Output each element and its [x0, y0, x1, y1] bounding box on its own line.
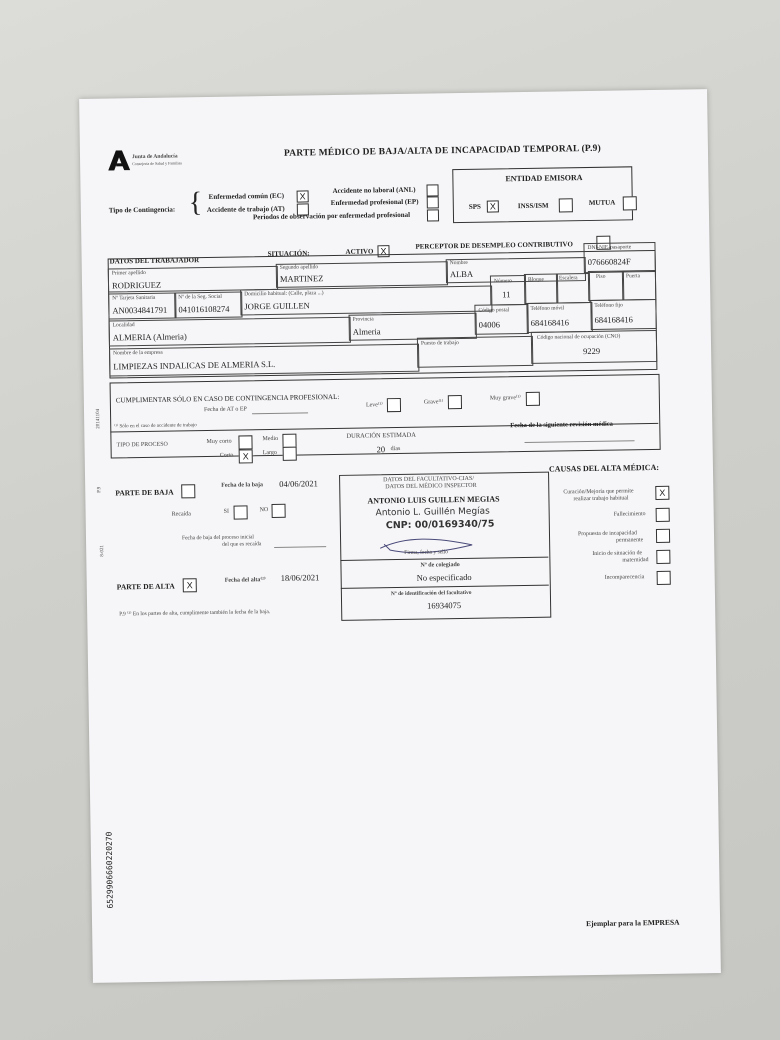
segundo-apellido-label: Segundo apellido [279, 264, 319, 271]
parte-baja-label: PARTE DE BAJA [115, 487, 174, 498]
domicilio-label: Domicilio habitual: (Calle, plaza ...) [244, 290, 324, 298]
logo-subtext: Consejería de Salud y Familias [132, 160, 182, 167]
inss-checkbox[interactable] [559, 198, 573, 212]
fijo-value: 684168416 [594, 314, 633, 325]
largo-checkbox[interactable] [283, 447, 297, 461]
form-title: PARTE MÉDICO DE BAJA/ALTA DE INCAPACIDAD TEMPORAL (P.9) [283, 143, 602, 159]
cno-label: Código nacional de ocupación (CNO) [536, 333, 621, 341]
medio-label: Medio [262, 435, 279, 443]
curacion-label1: Curación/Mejoría que permite [563, 488, 634, 496]
junta-andalucia-logo [108, 150, 130, 170]
facultativo-nombre: ANTONIO LUIS GUILLEN MEGIAS [367, 494, 500, 506]
empresa-label: Nombre de la empresa [113, 349, 163, 357]
cp-value: 04006 [478, 319, 501, 330]
fecha-at-label: Fecha de AT o EP [203, 406, 247, 414]
trabajador-section-title: DATOS DEL TRABAJADOR [109, 256, 200, 266]
domicilio-value: JORGE GUILLEN [244, 300, 310, 312]
brace: { [188, 187, 203, 219]
barcode-number: 6529906660220270 [104, 831, 115, 909]
ep-label: Enfermedad profesional (EP) [330, 197, 419, 208]
inicio-checkbox[interactable] [656, 550, 670, 564]
ep-checkbox[interactable] [427, 196, 439, 208]
muy-grave-label: Muy grave⁽¹⁾ [489, 395, 521, 402]
movil-value: 684168416 [530, 317, 569, 328]
sps-label: SPS [468, 202, 481, 211]
side-code2: 8-021 [100, 544, 106, 557]
fecha-inicial-label2: del que es recaída [222, 541, 262, 548]
inicio-label2: maternidad [622, 557, 649, 564]
no-label: NO [259, 507, 269, 514]
fecha-inicial-line [274, 546, 326, 547]
si-label: SI [223, 508, 229, 515]
leve-checkbox[interactable] [387, 398, 401, 412]
colegiado-value: No especificado [416, 571, 472, 583]
duracion-value: 20 [376, 444, 386, 455]
fecha-baja-value: 04/06/2021 [279, 478, 318, 489]
dni-value: 076660824F [587, 256, 631, 268]
grave-label: Grave⁽¹⁾ [423, 399, 444, 406]
recaida-label: Recaída [171, 511, 192, 518]
parte-alta-checkbox[interactable]: X [183, 578, 197, 592]
firma-label: Firma, fecha y sello [404, 549, 448, 556]
obs-label: Periodos de observación por enfermedad profesional [252, 210, 411, 222]
inicio-label1: Inicio de situación de [592, 550, 643, 557]
entidad-title: ENTIDAD EMISORA [505, 173, 583, 184]
propuesta-label1: Propuesta de incapacidad [577, 530, 637, 538]
causas-title: CAUSAS DEL ALTA MÉDICA: [548, 462, 660, 474]
stamp-line1: Antonio L. Guillén Megías [375, 506, 490, 519]
profesional-title: CUMPLIMENTAR SÓLO EN CASO DE CONTINGENCIA PROFESIONAL: [115, 392, 340, 405]
mutua-label: MUTUA [588, 198, 616, 207]
piso-cell [588, 270, 624, 301]
mutua-checkbox[interactable] [623, 196, 637, 210]
propuesta-label2: permanente [616, 537, 644, 544]
incomparecencia-checkbox[interactable] [657, 571, 671, 585]
duracion-label: DURACIÓN ESTIMADA [346, 431, 416, 440]
puerta-label: Puerta [625, 273, 641, 280]
side-p9: P.9 [97, 486, 103, 493]
primer-apellido-value: RODRIGUEZ [111, 279, 162, 291]
movil-label: Teléfono móvil [530, 305, 565, 312]
incomparecencia-label: Incomparecencia [604, 574, 645, 581]
recaida-si-checkbox[interactable] [234, 505, 248, 519]
fecha-baja-label: Fecha de la baja [221, 482, 264, 489]
nombre-label: Nombre [449, 259, 468, 267]
corto-label: Corto [219, 452, 234, 459]
facultativo-title1: DATOS DEL FACULTATIVO-CIAS/ [383, 475, 475, 484]
cno-value: 9229 [583, 345, 601, 357]
parte-alta-label: PARTE DE ALTA [116, 581, 175, 592]
ident-label: Nº de identificación del facultativo [390, 589, 472, 598]
situacion-label: SITUACIÓN: [267, 249, 310, 259]
largo-label: Largo [262, 449, 277, 457]
ec-label: Enfermedad común (EC) [208, 191, 285, 201]
seg-social-value: 041016108274 [178, 303, 230, 315]
primer-apellido-label: Primer apellido [111, 269, 146, 277]
sps-checkbox[interactable]: X [487, 200, 499, 212]
numero-value: 11 [502, 289, 511, 300]
ec-checkbox[interactable]: X [297, 190, 309, 202]
curacion-label2: realizar trabajo habitual [573, 495, 629, 503]
fallecimiento-checkbox[interactable] [656, 508, 670, 522]
localidad-label: Localidad [112, 322, 135, 329]
profesional-note: ⁽¹⁾ Sólo en el caso de accidente de trabajo [114, 423, 197, 430]
obs-checkbox[interactable] [427, 209, 439, 221]
fallecimiento-label: Fallecimiento [613, 511, 646, 518]
segundo-apellido-value: MARTINEZ [279, 273, 324, 284]
at-label: Accidente de trabajo (AT) [206, 204, 285, 214]
piso-label: Piso [595, 273, 606, 280]
tarjeta-value: AN0034841791 [112, 304, 168, 316]
fecha-inicial-label: Fecha de baja del proceso inicial [181, 534, 254, 542]
puesto-label: Puesto de trabajo [420, 340, 459, 347]
numero-label: Número [493, 278, 513, 285]
curacion-checkbox[interactable]: X [655, 486, 669, 500]
ejemplar-label: Ejemplar para la EMPRESA [586, 917, 680, 929]
dni-label: DNI-NIE-pasaporte [587, 244, 632, 252]
revision-label: Fecha de la siguiente revisión médica [510, 420, 613, 430]
recaida-no-checkbox[interactable] [271, 504, 285, 518]
escalera-label: Escalera [558, 275, 578, 282]
seg-social-label: Nº de la Seg. Social [178, 293, 222, 301]
provincia-label: Provincia [352, 316, 374, 323]
dias-label: días [390, 445, 401, 453]
muy-grave-checkbox[interactable] [526, 392, 540, 406]
tipo-proceso-label: TIPO DE PROCESO [116, 441, 168, 449]
parte-baja-checkbox[interactable] [181, 484, 195, 498]
grave-checkbox[interactable] [448, 395, 462, 409]
fecha-alta-value: 18/06/2021 [280, 572, 320, 583]
propuesta-checkbox[interactable] [656, 529, 670, 543]
fecha-alta-label: Fecha del alta⁽²⁾ [224, 577, 266, 584]
nombre-value: ALBA [449, 268, 474, 280]
leve-label: Leve⁽¹⁾ [365, 402, 383, 409]
activo-checkbox[interactable]: X [377, 245, 389, 257]
activo-label: ACTIVO [345, 247, 374, 256]
inss-label: INSS/ISM [517, 201, 549, 211]
colegiado-label: Nº de colegiado [420, 562, 460, 569]
contingencia-label: Tipo de Contingencia: [108, 205, 176, 215]
fijo-label: Teléfono fijo [594, 302, 623, 309]
side-code: 20141104 [95, 408, 102, 429]
provincia-value: Almeria [352, 326, 381, 337]
anl-checkbox[interactable] [426, 184, 438, 196]
form-sheet [79, 89, 721, 983]
stamp-line2: CNP: 00/0169340/75 [385, 518, 495, 532]
logo-text: Junta de Andalucía [131, 153, 178, 161]
corto-checkbox[interactable]: X [239, 449, 253, 463]
ident-value: 16934075 [427, 600, 462, 611]
perceptor-label: PERCEPTOR DE DESEMPLEO CONTRIBUTIVO [415, 240, 573, 251]
profesional-box [110, 374, 661, 459]
bloque-label: Bloque [527, 276, 544, 283]
anl-label: Accidente no laboral (ANL) [332, 185, 416, 196]
cp-label: Código postal [478, 307, 510, 314]
facultativo-title2: DATOS DEL MÉDICO INSPECTOR [385, 482, 477, 491]
tarjeta-label: Nº Tarjeta Sanitaria [112, 294, 156, 302]
muy-corto-label: Muy corto [206, 438, 232, 446]
localidad-value: ALMERIA (Almeria) [112, 331, 187, 343]
empresa-value: LIMPIEZAS INDALICAS DE ALMERIA S.L. [113, 358, 276, 372]
muy-corto-checkbox[interactable] [238, 435, 252, 449]
alta-note: P.9 ⁽²⁾ En los partes de alta, cumplimente también la fecha de la baja. [119, 609, 271, 618]
